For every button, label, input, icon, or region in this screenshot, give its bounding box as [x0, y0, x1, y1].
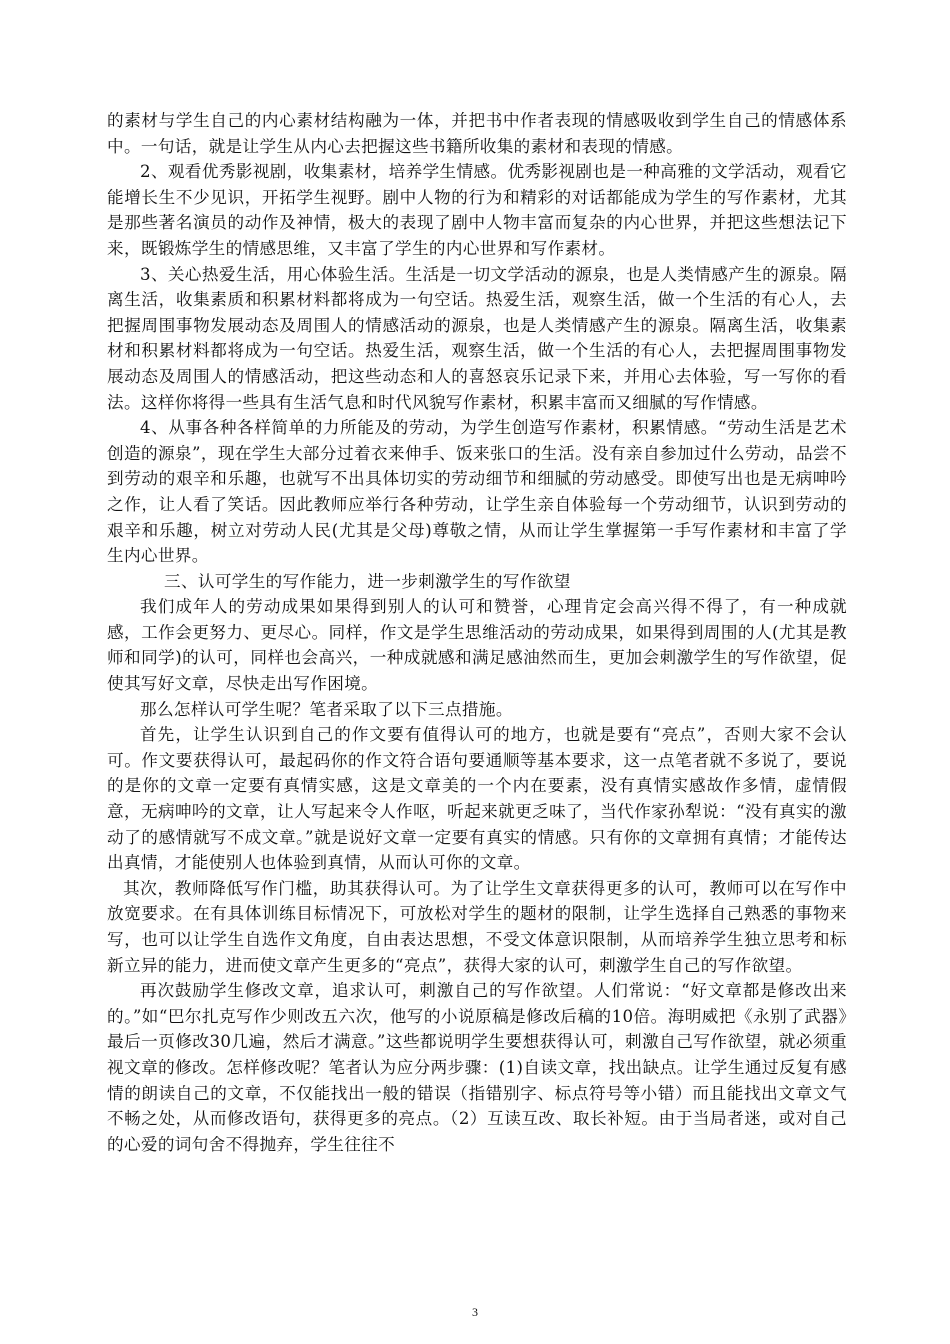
paragraph-second: 其次，教师降低写作门槛，助其获得认可。为了让学生文章获得更多的认可，教师可以在写作中放宽要求。在有具体训练目标情况下，可放松对学生的题材的限制，让学生选择自己熟悉的事物来写，也可以让学生自选作文角度，自由表达思想，不受文体意识限制，从而培养学生独立思考和标新立异的能力，进而使文章产生更多的“亮点”，获得大家的认可，刺激学生自己的写作欲望。 [107, 878, 847, 975]
document-body [107, 108, 847, 1157]
paragraph-third: 再次鼓励学生修改文章，追求认可，刺激自己的写作欲望。人们常说：“好文章都是修改出来的。”如“巴尔扎克写作少则改五六次，他写的小说原稿是修改后稿的10倍。海明威把《永别了武器》最后一页修改30几遍，然后才满意。”这些都说明学生要想获得认可，刺激自己写作欲望，就必须重视文章的修改。怎样修改呢？笔者认为应分两步骤：(1)自读文章，找出缺点。让学生通过反复有感情的朗读自己的文章，不仅能找出一般的错误（指错别字、标点符号等小错）而且能找出文章文气不畅之处，从而修改语句，获得更多的亮点。（2）互读互改、取长补短。由于当局者迷，或对自己的心爱的词句舍不得抛弃，学生往往不 [107, 981, 847, 1154]
paragraph-item-3: 3、关心热爱生活，用心体验生活。生活是一切文学活动的源泉，也是人类情感产生的源泉。隔离生活，收集素质和积累材料都将成为一句空话。热爱生活，观察生活，做一个生活的有心人，去把握周围事物发展动态及周围人的情感活动的源泉，也是人类情感产生的源泉。隔离生活，收集素材和积累材料都将成为一句空话。热爱生活，观察生活，做一个生活的有心人，去把握周围事物发展动态及周围人的情感活动，把这些动态和人的喜怒哀乐记录下来，并用心去体验，写一写你的看法。这样你将得一些具有生活气息和时代风貌写作素材，积累丰富而又细腻的写作情感。 [107, 264, 847, 412]
page-number: 3 [472, 1305, 478, 1319]
paragraph-recognition: 我们成年人的劳动成果如果得到别人的认可和赞誉，心理肯定会高兴得不得了，有一种成就感，工作会更努力、更尽心。同样，作文是学生思维活动的劳动成果，如果得到周围的人(尤其是教师和同学)的认可，同样也会高兴，一种成就感和满足感油然而生，更加会刺激学生的写作欲望，促使其写好文章，尽快走出写作困境。 [107, 597, 847, 694]
section-heading: 三、认可学生的写作能力，进一步刺激学生的写作欲望 [164, 571, 571, 591]
paragraph-item-4: 4、从事各种各样简单的力所能及的劳动，为学生创造写作素材，积累情感。“劳动生活是艺术创造的源泉”，现在学生大部分过着衣来伸手、饭来张口的生活。没有亲自参加过什么劳动，品尝不到劳动的艰辛和乐趣，也就写不出具体切实的劳动细节和细腻的劳动感受。即使写出也是无病呻吟之作，让人看了笑话。因此教师应举行各种劳动，让学生亲自体验每一个劳动细节，认识到劳动的艰辛和乐趣，树立对劳动人民(尤其是父母)尊敬之情，从而让学生掌握第一手写作素材和丰富了学生内心世界。 [107, 418, 847, 566]
paragraph-first: 首先，让学生认识到自己的作文要有值得认可的地方，也就是要有“亮点”，否则大家不会认可。作文要获得认可，最起码你的作文符合语句要通顺等基本要求，这一点笔者就不多说了，要说的是你的文章一定要有真情实感，这是文章美的一个内在要素，没有真情实感故作多情，虚情假意，无病呻吟的文章，让人写起来令人作呕，听起来就更乏味了，当代作家孙犁说：“没有真实的激动了的感情就写不成文章。”就是说好文章一定要有真实的情感。只有你的文章拥有真情；才能传达出真情，才能使别人也体验到真情，从而认可你的文章。 [107, 725, 847, 873]
paragraph-continuation: 的素材与学生自己的内心素材结构融为一体，并把书中作者表现的情感吸收到学生自己的情感体系中。一句话，就是让学生从内心去把握这些书籍所收集的素材和表现的情感。 [107, 111, 847, 156]
paragraph-how-to-recognize: 那么怎样认可学生呢？笔者采取了以下三点措施。 [140, 699, 513, 719]
paragraph-item-2: 2、观看优秀影视剧，收集素材，培养学生情感。优秀影视剧也是一种高雅的文学活动，观看它能增长生不少见识，开拓学生视野。剧中人物的行为和精彩的对话都能成为学生的写作素材，尤其是那些著名演员的动作及神情，极大的表现了剧中人物丰富而复杂的内心世界，并把这些想法记下来，既锻炼学生的情感思维，又丰富了学生的内心世界和写作素材。 [107, 162, 847, 258]
